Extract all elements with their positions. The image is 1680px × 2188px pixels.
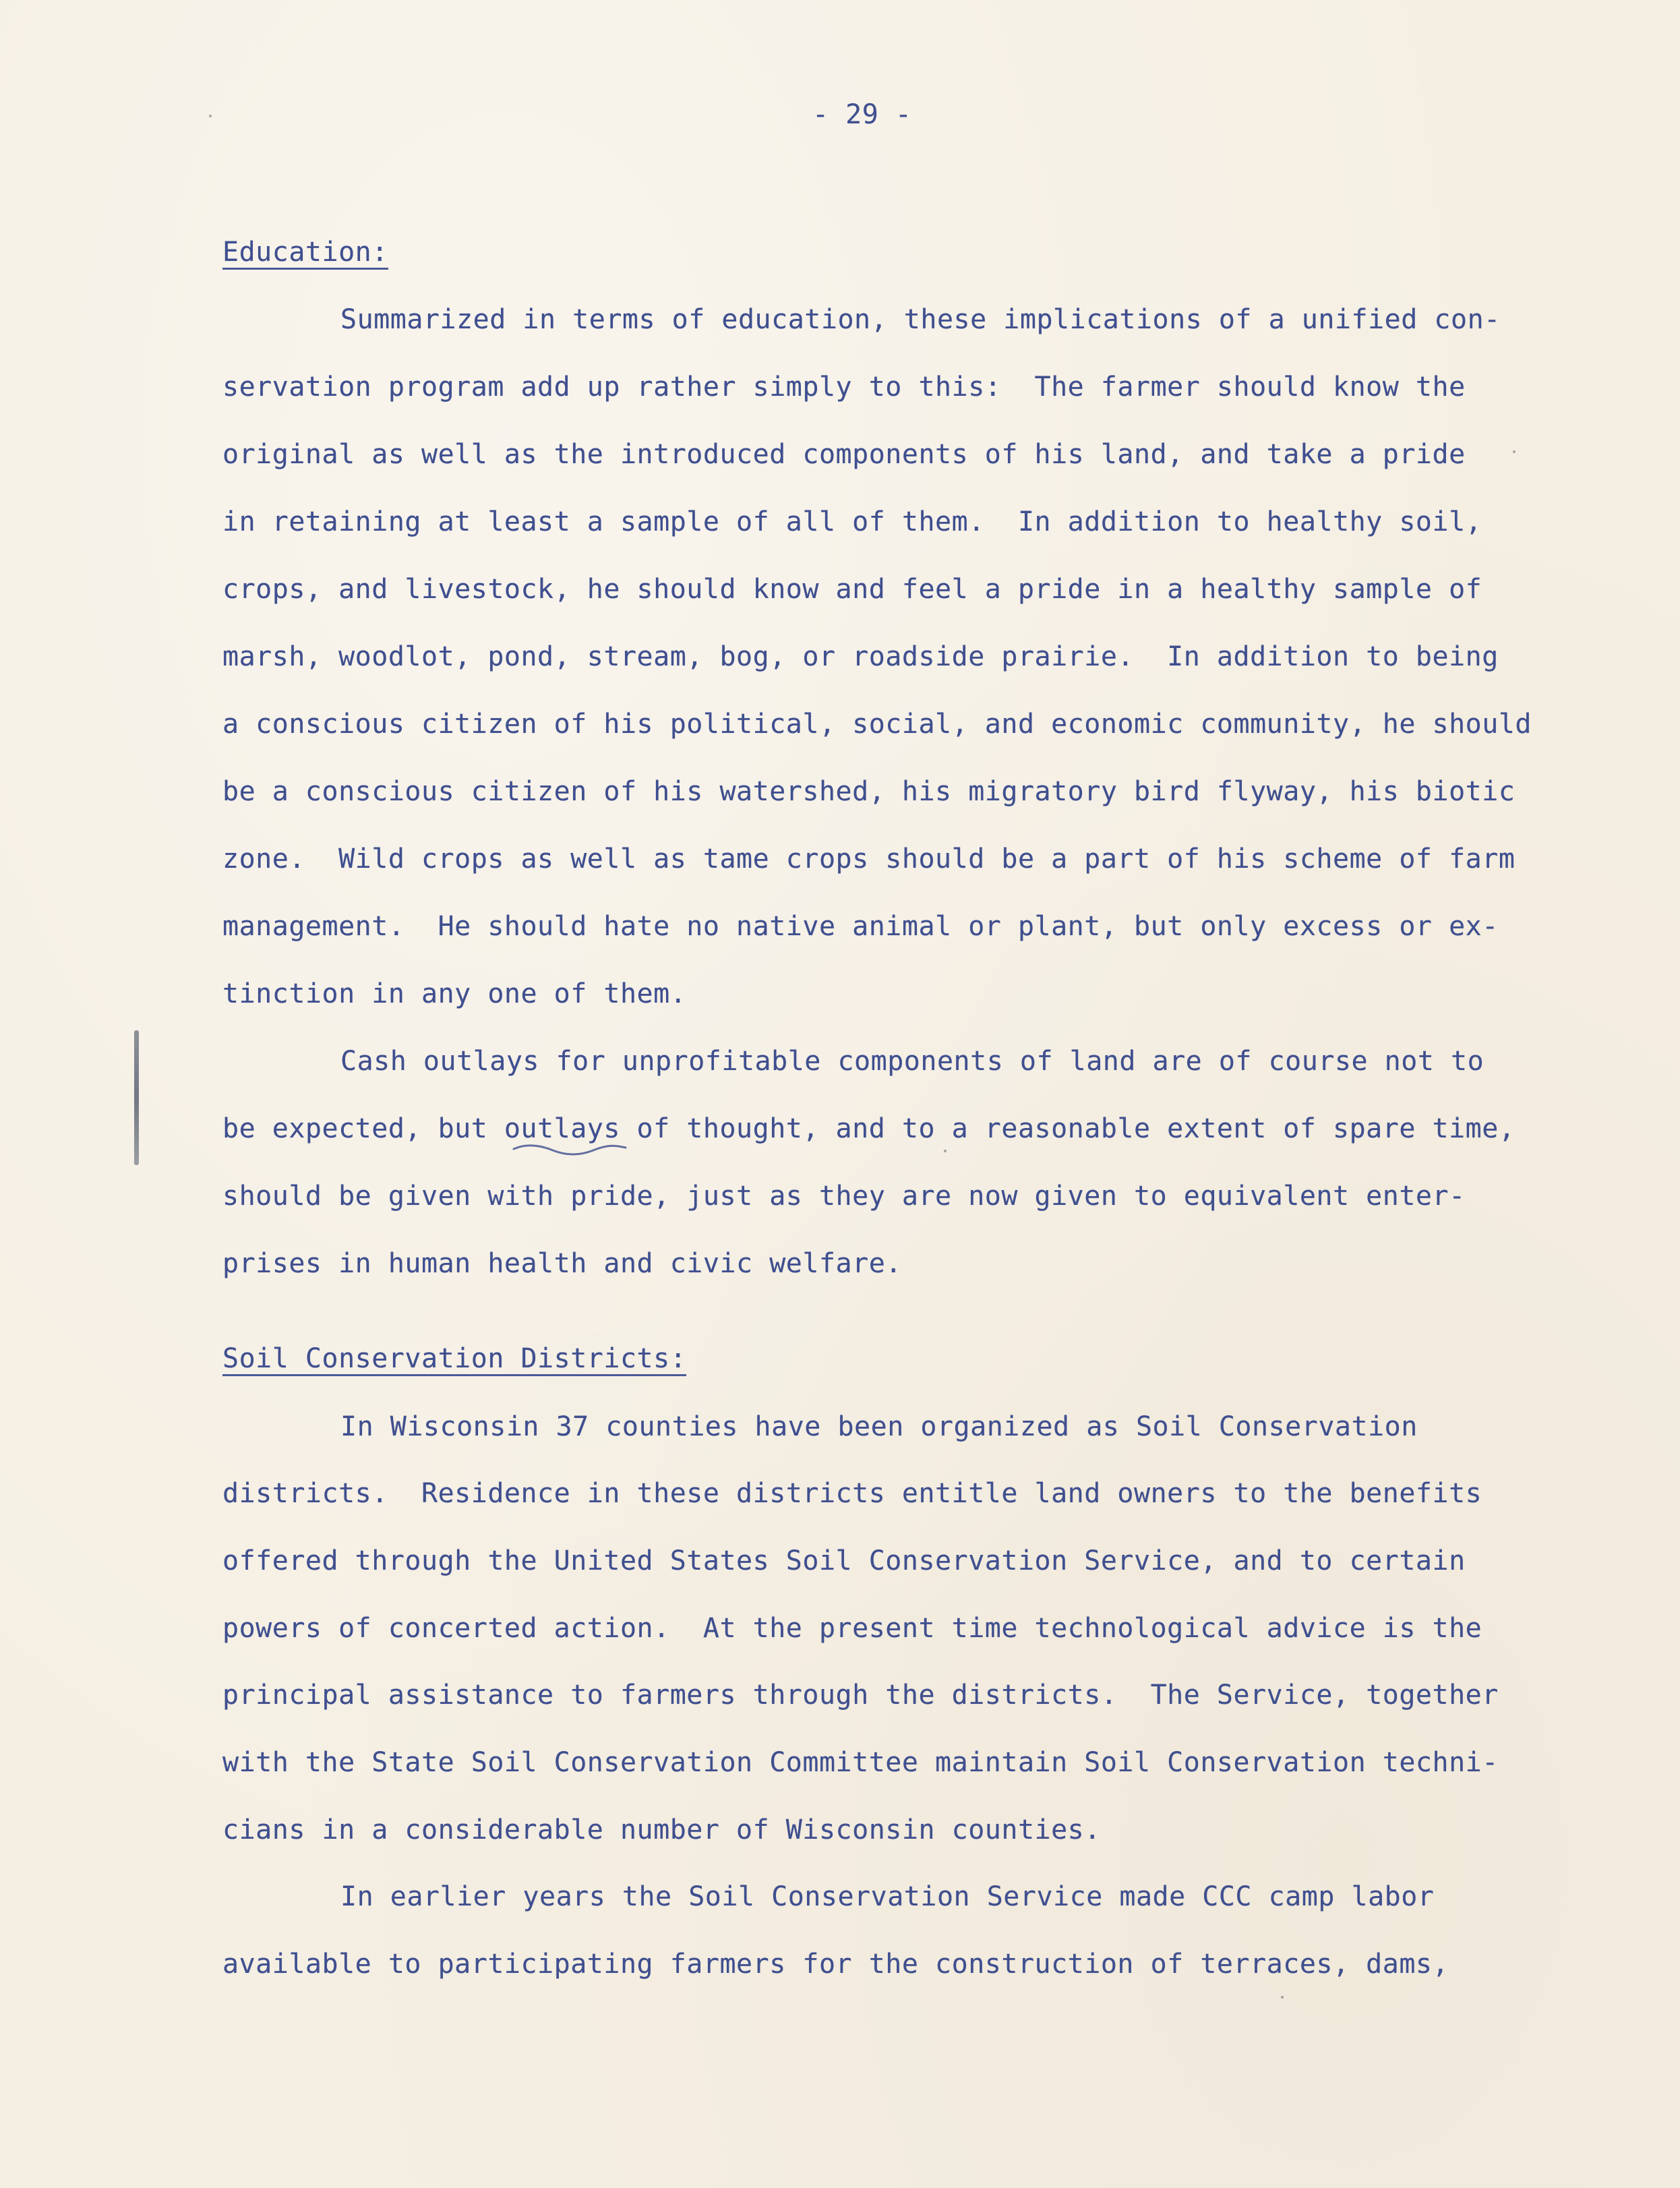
paragraph-line: be a conscious citizen of his watershed, his migratory bird flyway, his biotic bbox=[222, 776, 1516, 807]
page-number: - 29 - bbox=[812, 99, 912, 130]
outlays-wavy-underline bbox=[512, 1142, 627, 1157]
paragraph-line: districts. Residence in these districts entitle land owners to the benefits bbox=[222, 1478, 1482, 1509]
paragraph-line: available to participating farmers for the construction of terraces, dams, bbox=[222, 1949, 1449, 1980]
paragraph-line: powers of concerted action. At the present time technological advice is the bbox=[222, 1613, 1482, 1644]
paragraph-line: servation program add up rather simply to this: The farmer should know the bbox=[222, 372, 1466, 403]
paper-speck bbox=[1281, 1996, 1284, 1999]
paper-speck bbox=[209, 115, 212, 117]
paragraph-line: zone. Wild crops as well as tame crops should be a part of his scheme of farm bbox=[222, 844, 1516, 875]
paragraph-line: principal assistance to farmers through the districts. The Service, together bbox=[222, 1680, 1499, 1711]
paragraph-line: Cash outlays for unprofitable components of land are of course not to bbox=[340, 1046, 1484, 1077]
paragraph-line: tinction in any one of them. bbox=[222, 978, 687, 1009]
paragraph-line: a conscious citizen of his political, social, and economic community, he should bbox=[222, 709, 1532, 740]
paragraph-line: cians in a considerable number of Wisconsin counties. bbox=[222, 1814, 1101, 1845]
section-heading-education: Education: bbox=[222, 239, 388, 270]
paragraph-line: In earlier years the Soil Conservation Service made CCC camp labor bbox=[340, 1881, 1435, 1912]
paper-speck bbox=[1513, 450, 1516, 453]
paragraph-line: original as well as the introduced components of his land, and take a pride bbox=[222, 439, 1466, 470]
paper-speck bbox=[944, 1150, 947, 1152]
paragraph-line: in retaining at least a sample of all of them. In addition to healthy soil, bbox=[222, 506, 1482, 537]
section-heading-soil-conservation: Soil Conservation Districts: bbox=[222, 1345, 686, 1376]
paragraph-line: should be given with pride, just as they are now given to equivalent enter- bbox=[222, 1181, 1466, 1212]
paragraph-line: be expected, but outlays of thought, and to a reasonable extent of spare time, bbox=[222, 1113, 1516, 1144]
paragraph-line: offered through the United States Soil Conservation Service, and to certain bbox=[222, 1545, 1466, 1576]
paragraph-line: with the State Soil Conservation Committee maintain Soil Conservation techni- bbox=[222, 1747, 1499, 1778]
paragraph-line: marsh, woodlot, pond, stream, bog, or roadside prairie. In addition to being bbox=[222, 641, 1499, 672]
paragraph-line: In Wisconsin 37 counties have been organized as Soil Conservation bbox=[340, 1411, 1418, 1442]
paragraph-line: management. He should hate no native animal or plant, but only excess or ex- bbox=[222, 911, 1499, 942]
paragraph-line: prises in human health and civic welfare. bbox=[222, 1248, 902, 1279]
paragraph-line: Summarized in terms of education, these implications of a unified con- bbox=[340, 304, 1501, 335]
paragraph-line: crops, and livestock, he should know and feel a pride in a healthy sample of bbox=[222, 574, 1482, 605]
margin-pencil-mark bbox=[134, 1030, 139, 1165]
